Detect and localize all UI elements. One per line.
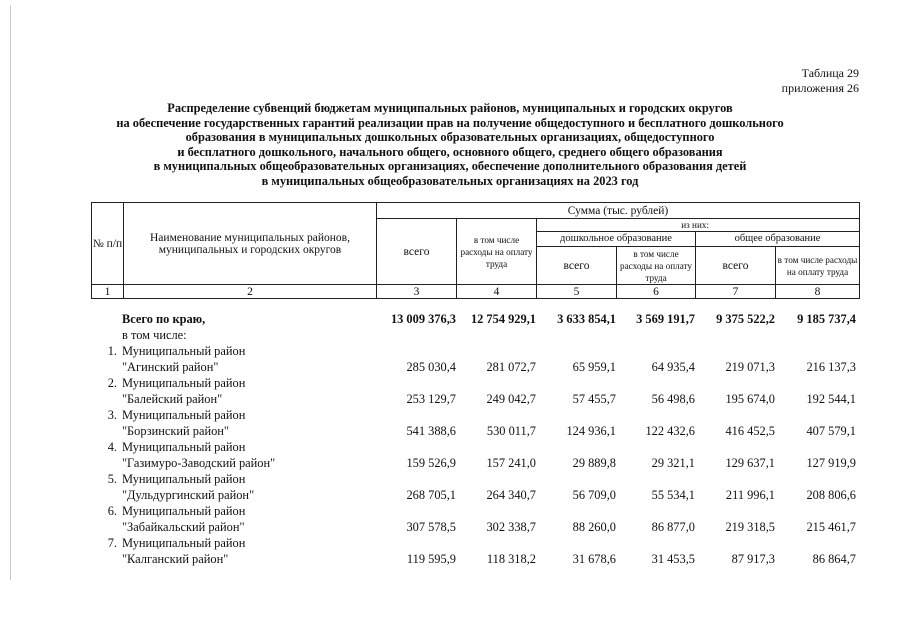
total-value: 12 754 929,1 (470, 312, 536, 326)
col-number: 6 (617, 285, 696, 299)
total-value: 3 569 191,7 (636, 312, 695, 326)
row-value: 407 579,1 (806, 424, 856, 438)
title-line: в муниципальных общеобразовательных организациях, обеспечение дополнительного образования детей (153, 159, 747, 173)
row-value: 57 455,7 (572, 392, 616, 406)
row-value: 129 637,1 (725, 456, 775, 470)
col-number: 3 (377, 285, 457, 299)
row-value: 416 452,5 (725, 424, 775, 438)
header-preschool: дошкольное образование (537, 232, 696, 247)
row-name: Муниципальный район (122, 344, 246, 358)
row-value: 215 461,7 (806, 520, 856, 534)
header-total: всего (377, 219, 457, 285)
header-sum: Сумма (тыс. рублей) (377, 203, 860, 219)
row-value: 307 578,5 (406, 520, 456, 534)
row-value: 219 071,3 (725, 360, 775, 374)
header-of-which: из них: (537, 219, 860, 232)
district-row-values (91, 520, 859, 536)
row-value: 195 674,0 (725, 392, 775, 406)
district-row-values (91, 488, 859, 504)
district-row (91, 472, 859, 488)
title-line: образования в муниципальных дошкольных образовательных организациях, общедоступного (185, 130, 715, 144)
row-value: 31 678,6 (572, 552, 616, 566)
total-value: 9 375 522,2 (716, 312, 775, 326)
row-name: Муниципальный район (122, 472, 246, 486)
row-number: 3. (107, 408, 117, 422)
row-value: 219 318,5 (725, 520, 775, 534)
district-row (91, 408, 859, 424)
caption-table-number: Таблица 29 (801, 66, 859, 80)
header-name: Наименование муниципальных районов, муниципальных и городских округов (124, 203, 377, 285)
row-value: 56 498,6 (651, 392, 695, 406)
incl-row (91, 328, 859, 344)
row-value: 55 534,1 (651, 488, 695, 502)
row-value: 65 959,1 (572, 360, 616, 374)
district-row (91, 536, 859, 552)
table-header (91, 202, 860, 299)
district-row (91, 344, 859, 360)
row-name-2: "Дульдургинский район" (122, 488, 255, 502)
row-value: 64 935,4 (651, 360, 695, 374)
col-number: 7 (696, 285, 776, 299)
row-value: 281 072,7 (486, 360, 536, 374)
row-value: 127 919,9 (806, 456, 856, 470)
row-name-2: "Калганский район" (122, 552, 229, 566)
row-value: 211 996,1 (725, 488, 775, 502)
row-number: 7. (107, 536, 117, 550)
title-line: Распределение субвенций бюджетам муниципальных районов, муниципальных и городских округов (167, 101, 733, 115)
row-value: 159 526,9 (406, 456, 456, 470)
page-edge-line (10, 5, 11, 580)
total-label: Всего по краю, (122, 312, 206, 326)
col-number: 5 (537, 285, 617, 299)
district-row-values (91, 424, 859, 440)
header-preschool-total: всего (537, 247, 617, 285)
document-title (60, 101, 840, 188)
total-value: 9 185 737,4 (797, 312, 856, 326)
row-value: 541 388,6 (406, 424, 456, 438)
row-value: 122 432,6 (645, 424, 695, 438)
district-row (91, 376, 859, 392)
header-labor: в том числе расходы на оплату труда (457, 219, 537, 285)
district-row-values (91, 392, 859, 408)
row-number: 2. (107, 376, 117, 390)
row-number: 1. (107, 344, 117, 358)
row-name-2: "Агинский район" (122, 360, 219, 374)
row-name: Муниципальный район (122, 536, 246, 550)
col-number: 8 (776, 285, 860, 299)
row-name-2: "Балейский район" (122, 392, 223, 406)
row-name-2: "Борзинский район" (122, 424, 229, 438)
row-number: 5. (107, 472, 117, 486)
table-caption (782, 66, 859, 96)
title-line: в муниципальных общеобразовательных организациях на 2023 год (261, 173, 639, 188)
district-row-values (91, 552, 859, 568)
row-name: Муниципальный район (122, 408, 246, 422)
total-row (91, 312, 859, 328)
header-preschool-labor: в том числе расходы на оплату труда (617, 247, 696, 285)
row-value: 29 889,8 (572, 456, 616, 470)
row-value: 29 321,1 (651, 456, 695, 470)
row-value: 253 129,7 (406, 392, 456, 406)
row-value: 530 011,7 (486, 424, 536, 438)
header-general-total: всего (696, 247, 776, 285)
incl-label: в том числе: (122, 328, 187, 342)
row-value: 302 338,7 (486, 520, 536, 534)
row-value: 86 877,0 (651, 520, 695, 534)
header-num: № п/п (92, 203, 124, 285)
row-number: 6. (107, 504, 117, 518)
table-body (91, 312, 859, 568)
row-name: Муниципальный район (122, 504, 246, 518)
row-value: 56 709,0 (572, 488, 616, 502)
row-value: 264 340,7 (486, 488, 536, 502)
row-name-2: "Газимуро-Заводский район" (122, 456, 276, 470)
row-value: 119 595,9 (406, 552, 456, 566)
row-value: 86 864,7 (812, 552, 856, 566)
header-general: общее образование (696, 232, 860, 247)
district-row (91, 440, 859, 456)
total-value: 3 633 854,1 (557, 312, 616, 326)
row-value: 268 705,1 (406, 488, 456, 502)
row-name-2: "Забайкальский район" (122, 520, 245, 534)
col-number: 4 (457, 285, 537, 299)
title-line: на обеспечение государственных гарантий реализации прав на получение общедоступного и бесплатного дошкольного (116, 115, 784, 130)
caption-appendix: приложения 26 (781, 81, 859, 95)
row-value: 87 917,3 (731, 552, 775, 566)
row-value: 249 042,7 (486, 392, 536, 406)
row-value: 124 936,1 (566, 424, 616, 438)
row-value: 208 806,6 (806, 488, 856, 502)
row-value: 192 544,1 (806, 392, 856, 406)
col-number: 1 (92, 285, 124, 299)
district-row-values (91, 360, 859, 376)
row-value: 118 318,2 (486, 552, 536, 566)
row-name: Муниципальный район (122, 376, 246, 390)
row-value: 157 241,0 (486, 456, 536, 470)
title-line: и бесплатного дошкольного, начального общего, основного общего, среднего общего образования (177, 144, 723, 159)
row-name: Муниципальный район (122, 440, 246, 454)
total-value: 13 009 376,3 (390, 312, 456, 326)
col-number: 2 (124, 285, 377, 299)
row-value: 31 453,5 (651, 552, 695, 566)
district-row (91, 504, 859, 520)
row-value: 88 260,0 (572, 520, 616, 534)
row-value: 285 030,4 (406, 360, 456, 374)
district-row-values (91, 456, 859, 472)
row-value: 216 137,3 (806, 360, 856, 374)
row-number: 4. (107, 440, 117, 454)
header-general-labor: в том числе расходы на оплату труда (776, 247, 860, 285)
